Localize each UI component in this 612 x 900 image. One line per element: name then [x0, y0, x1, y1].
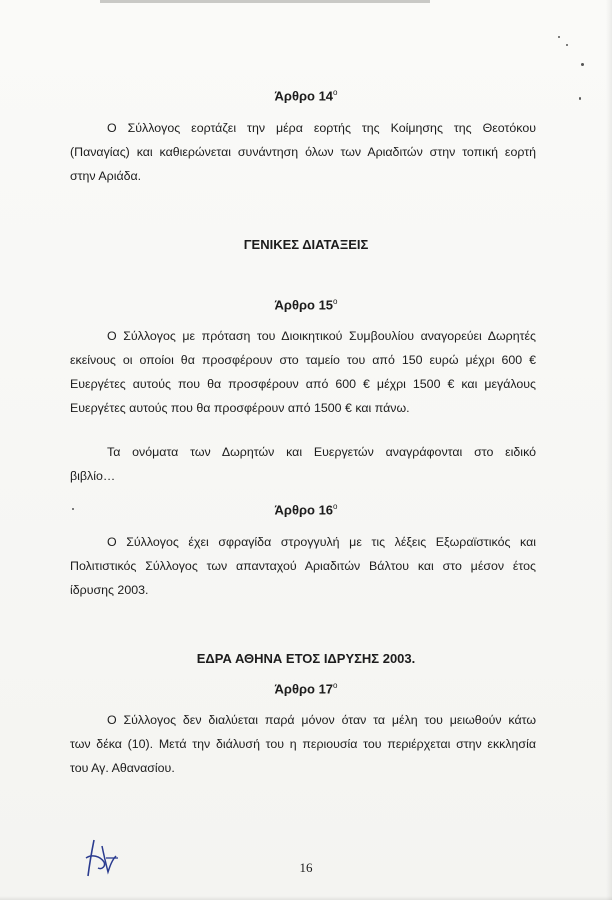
article-16-line-2: Πολιτιστικός Σύλλογος των απανταχού Αριαδιτών Βάλτου και στο μέσον έτος: [70, 559, 536, 573]
general-provisions-heading: ΓΕΝΙΚΕΣ ΔΙΑΤΑΞΕΙΣ: [243, 237, 369, 252]
article-14-heading: [0, 88, 612, 103]
article-15-line-6: βιβλίο…: [70, 469, 116, 483]
article-15-paragraph: [70, 324, 536, 420]
article-16-paragraph: [70, 530, 536, 602]
article-15-line-3: Ευεργέτες αυτούς που θα προσφέρουν από 600 € μέχρι 1500 € και μεγάλους: [70, 377, 536, 391]
article-15-sup: ο: [333, 297, 338, 306]
scan-top-mark: [100, 0, 430, 3]
scan-edge-right: [606, 0, 612, 900]
article-15-paragraph-2: [70, 440, 536, 488]
page-number: 16: [299, 860, 313, 875]
article-16-line-1: Ο Σύλλογος έχει σφραγίδα στρογγυλή με τις λέξεις Εξωραϊστικός και: [107, 535, 536, 549]
article-16-title: Άρθρο 16: [274, 502, 334, 518]
article-17-line-3: του Αγ. Αθανασίου.: [70, 761, 175, 775]
article-16-heading: [0, 502, 612, 517]
article-17-title: Άρθρο 17: [274, 681, 334, 697]
article-14-line-2: (Παναγίας) και καθιερώνεται συνάντηση όλων των Αριαδιτών στην τοπική εορτή: [70, 145, 536, 159]
article-14-line-3: στην Αριάδα.: [70, 169, 142, 183]
article-14-line-1: Ο Σύλλογος εορτάζει την μέρα εορτής της Κοίμησης της Θεοτόκου: [107, 121, 536, 135]
article-15-line-1: Ο Σύλλογος με πρόταση του Διοικητικού Συμβουλίου αναγορεύει Δωρητές: [107, 329, 536, 343]
article-14-paragraph: [70, 116, 536, 188]
article-14-sup: ο: [333, 88, 338, 97]
scan-edge-bottom: [0, 896, 612, 900]
article-15-line-4: Ευεργέτες αυτούς που θα προσφέρουν από 1500 € και πάνω.: [70, 401, 410, 415]
article-17-sup: ο: [333, 681, 338, 690]
article-15-line-5: Τα ονόματα των Δωρητών και Ευεργετών αναγράφονται στο ειδικό: [107, 445, 536, 459]
article-14-title: Άρθρο 14: [274, 88, 334, 104]
article-16-line-3: ίδρυσης 2003.: [70, 583, 149, 597]
article-17-paragraph: [70, 708, 536, 780]
article-15-title: Άρθρο 15: [274, 297, 334, 313]
scan-speckle: [581, 63, 584, 66]
article-15-heading: [0, 297, 612, 312]
article-17-heading: [0, 681, 612, 696]
article-17-line-2: των δέκα (10). Μετά την διάλυσή του η περιουσία του περιέρχεται στην εκκλησία: [70, 737, 536, 751]
seat-heading: ΕΔΡΑ ΑΘΗΝΑ ΕΤΟΣ ΙΔΡΥΣΗΣ 2003.: [196, 651, 416, 666]
article-16-sup: ο: [333, 502, 338, 511]
scan-speckle: [566, 44, 568, 46]
article-15-line-2: εκείνους οι οποίοι θα προσφέρουν στο ταμείο του από 150 ευρώ μέχρι 600 €: [70, 353, 536, 367]
scan-speckle: [558, 36, 560, 38]
article-17-line-1: Ο Σύλλογος δεν διαλύεται παρά μόνον όταν τα μέλη του μειωθούν κάτω: [107, 713, 536, 727]
